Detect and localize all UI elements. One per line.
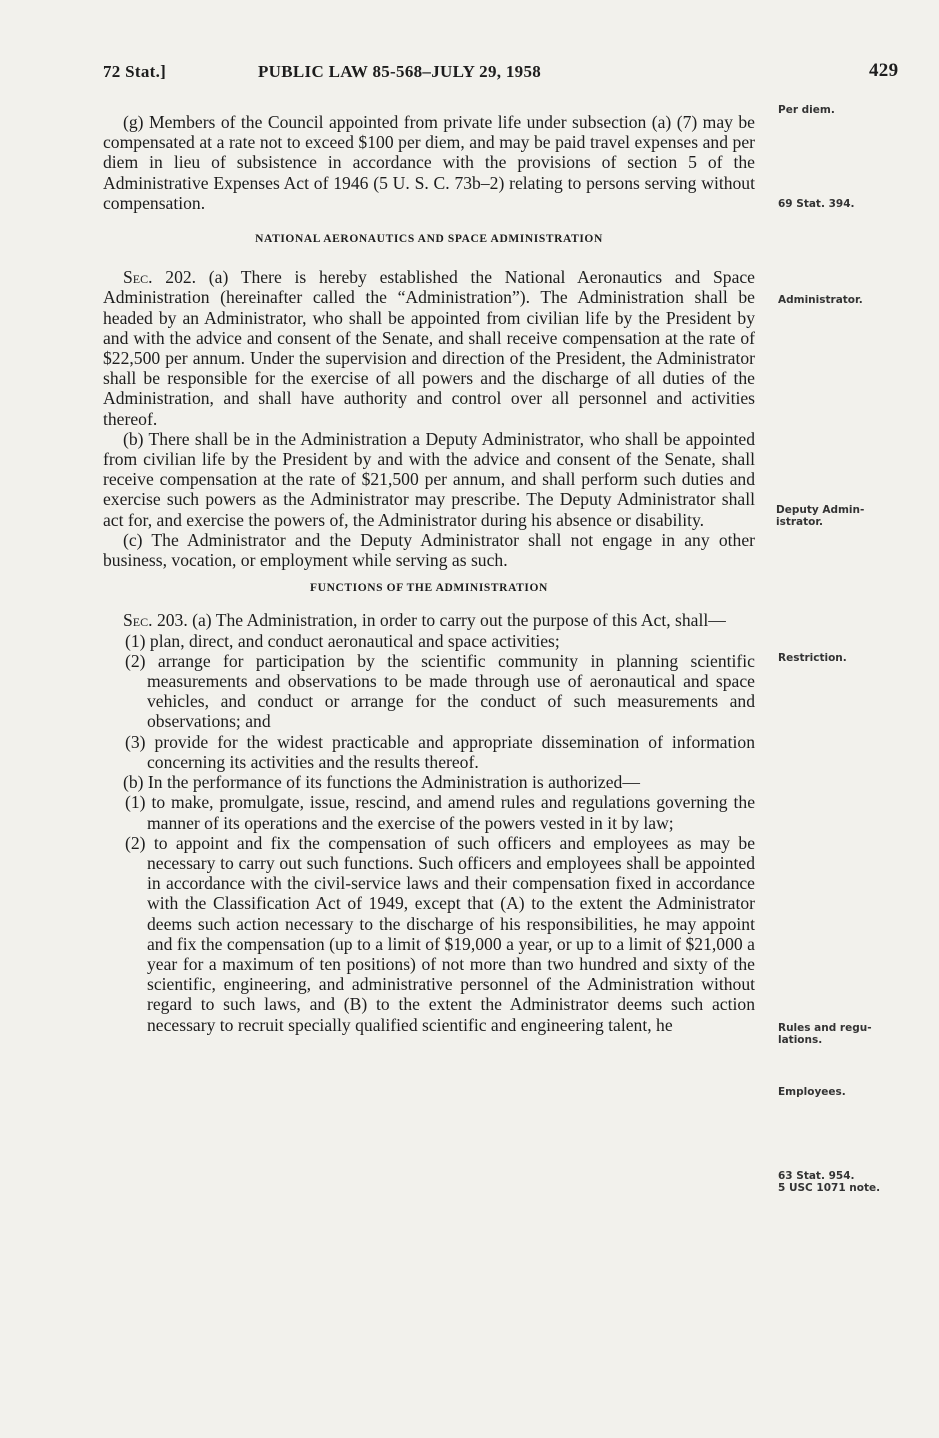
margin-note-rules [778, 1022, 918, 1046]
section-203-a [103, 610, 755, 630]
list-item: (3) provide for the widest practicable and appropriate dissemination of information concerning its activities and the results thereof. [125, 731, 755, 772]
paragraph-g: (g) Members of the Council appointed from private life under subsection (a) (7) may be compensated at a rate not to exceed $100 per diem, and may be paid travel expenses and per diem in lieu of subsistence in accordance with the provisions of section 5 of the Administrative Expenses Act of 1946 (5 U. S. C. 73b–2) relating to persons serving without compensation. [103, 112, 755, 213]
margin-note-administrator: Administrator. [778, 294, 863, 306]
list-item: (1) plan, direct, and conduct aeronautical and space activities; [125, 630, 560, 651]
margin-note-employees: Employees. [778, 1086, 846, 1098]
margin-note-line: istrator. [776, 516, 824, 528]
margin-note-69-stat: 69 Stat. 394. [778, 198, 855, 210]
margin-note-deputy [776, 504, 916, 528]
margin-note-63-stat [778, 1170, 918, 1194]
page-number: 429 [869, 60, 899, 81]
section-203-a-text: 203. (a) The Administration, in order to carry out the purpose of this Act, shall— [156, 610, 726, 631]
margin-note-restriction: Restriction. [778, 652, 847, 664]
document-body [103, 112, 755, 1035]
margin-note-line: 5 USC 1071 note. [778, 1182, 881, 1194]
section-202-b: (b) There shall be in the Administration a Deputy Administrator, who shall be appointed from civilian life by the President by and with the advice and consent of the Senate, shall receive compensation at the rate of $21,500 per annum, and shall perform such duties and exercise such powers as the Administrator may prescribe. The Deputy Administrator shall act for, and exercise the powers of, the Administrator during his absence or disability. [103, 428, 755, 530]
margin-note-line: lations. [778, 1034, 823, 1046]
margin-note-line: Rules and regu- [778, 1022, 872, 1034]
list-item: (1) to make, promulgate, issue, rescind, and amend rules and regulations governing the manner of its operations and the exercise of the powers vested in it by law; [125, 792, 755, 833]
section-heading-nasa: NATIONAL AERONAUTICS AND SPACE ADMINISTRATION [255, 233, 603, 246]
header-statute-ref: 72 Stat.] [103, 62, 167, 81]
list-item: (2) to appoint and fix the compensation of such officers and employees as may be necessary to carry out such functions. Such officers and employees shall be appointed in accordance with the civil-service laws and their compensation fixed in accordance with the Classification Act of 1949, except that (A) to the extent the Administrator deems such action necessary to the discharge of his responsibilities, he may appoint and fix the compensation (up to a limit of $19,000 a year, or up to a limit of $21,000 a year for a maximum of ten positions) of not more than two hundred and sixty of the scientific, engineering, and administrative personnel of the Administration without regard to such laws, and (B) to the extent the Administrator deems such action necessary to recruit specially qualified scientific and engineering talent, he [125, 832, 755, 1035]
list-item: (2) arrange for participation by the scientific community in planning scientific measurements and observations to be made through use of aeronautical and space vehicles, and conduct or arrange for the conduct of such measurements and observations; and [125, 650, 755, 732]
section-heading-functions: FUNCTIONS OF THE ADMINISTRATION [310, 582, 548, 595]
section-202-a-text: 202. (a) There is hereby established the National Aeronautics and Space Administration (hereinafter called the “Administration”). The Administration shall be headed by an Administrator, who shall be appointed from civilian life by the President by and with the advice and consent of the Senate, and shall receive compensation at the rate of $22,500 per annum. Under the supervision and direction of the President, the Administrator shall be responsible for the exercise of all powers and the discharge of all duties of the Administration, and shall have authority and control over all personnel and activities thereof. [103, 267, 755, 429]
header-title: PUBLIC LAW 85-568–JULY 29, 1958 [258, 62, 542, 81]
margin-note-line: 63 Stat. 954. [778, 1170, 855, 1182]
section-202-a [103, 267, 755, 429]
section-label: Sec. [123, 610, 153, 631]
margin-note-line: Deputy Admin- [776, 504, 865, 516]
margin-note-per-diem: Per diem. [778, 104, 835, 116]
section-203-b: (b) In the performance of its functions the Administration is authorized— [123, 772, 640, 793]
section-label: Sec. [123, 267, 153, 288]
section-202-c: (c) The Administrator and the Deputy Administrator shall not engage in any other business, vocation, or employment while serving as such. [103, 529, 755, 571]
